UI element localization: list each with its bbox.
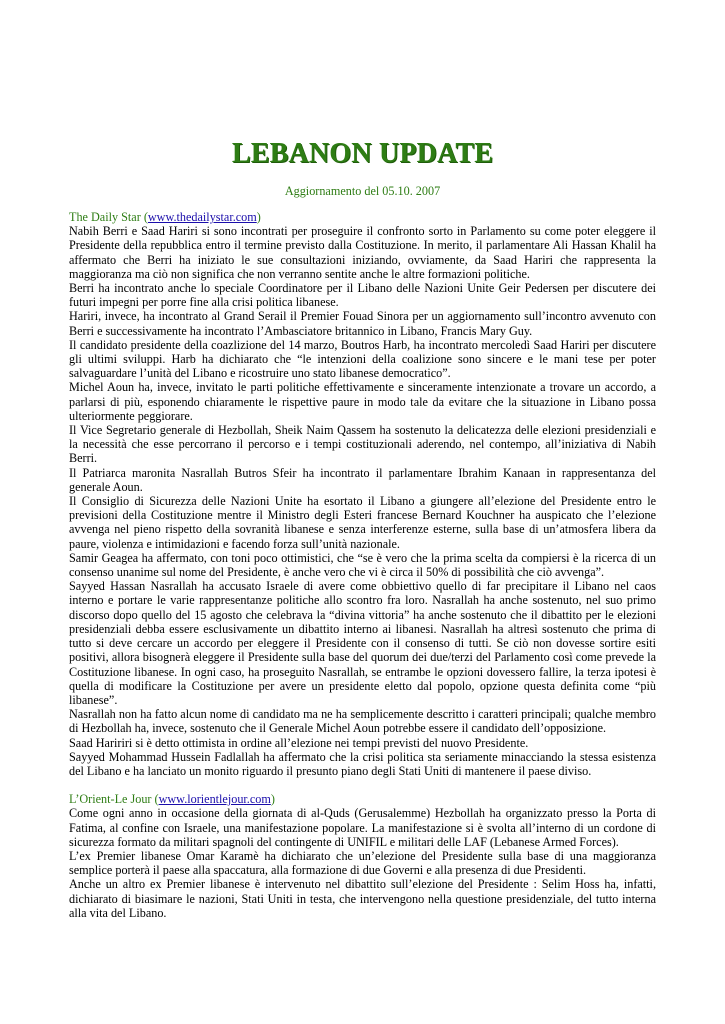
paragraph: Il Vice Segretario generale di Hezbollah, Sheik Naim Qassem ha sostenuto la delicatezza delle elezioni presidenziali e la necessità che esse percorrano il percorso e i tempi costituzionali aderendo, nel contempo, all’iniziativa di Nabih Berri. bbox=[69, 423, 656, 466]
paragraph: Sayyed Hassan Nasrallah ha accusato Israele di avere come obbiettivo quello di far precipitare il Libano nel caos interno e portare le varie rappresentanze politiche allo scontro fra loro. Nasrallah ha anche sostenuto, nel suo primo discorso dopo quello del 15 agosto che celebrava la “divina vittoria” ha anche sostenuto che il dibattito per le elezioni presidenziali debba essere esclusivamente un dibattito interno ai libanesi. Nasrallah ha altresì sostenuto che prima di tutto si deve cercare un accordo per eleggere il Presidente con il consenso di tutti. Se ciò non dovesse sortire esiti positivi, allora bisognerà eleggere il Presidente sulla base del quorum dei due/terzi del Parlamento così come prevede la Costituzione libanese. In ogni caso, ha proseguito Nasrallah, se entrambe le opzioni dovessero fallire, la terza ipotesi è quella di modificare la Costituzione per avere un presidente eletto dal popolo, opzione questa definita come “più libanese”. bbox=[69, 579, 656, 707]
paragraph: Il Consiglio di Sicurezza delle Nazioni Unite ha esortato il Libano a giungere all’elezione del Presidente entro le previsioni della Costituzione mentre il Ministro degli Esteri francese Bernard Kouchner ha auspicato che l’elezione avvenga nel pieno rispetto della sovranità libanese e senza interferenze esterne, sulla base di un’atmosfera libera da paure, violenza e intimidazioni e facendo forza sull’unità nazionale. bbox=[69, 494, 656, 551]
paragraph: Come ogni anno in occasione della giornata di al-Quds (Gerusalemme) Hezbollah ha organizzato presso la Porta di Fatima, al confine con Israele, una manifestazione popolare. La manifestazione si è svolta all’interno di un cordone di sicurezza formato da militari spagnoli del contingente di UNIFIL e militari delle LAF (Lebanese Armed Forces). bbox=[69, 806, 656, 849]
paragraph: Saad Haririri si è detto ottimista in ordine all’elezione nei tempi previsti del nuovo Presidente. bbox=[69, 735, 529, 750]
section-orient-le-jour bbox=[69, 792, 656, 920]
section-source: L’Orient-Le Jour (www.lorientlejour.com) bbox=[69, 792, 275, 807]
section-daily-star bbox=[69, 210, 656, 778]
section-spacer bbox=[69, 778, 656, 792]
paragraph: Il Patriarca maronita Nasrallah Butros Sfeir ha incontrato il parlamentare Ibrahim Kanaan in rappresentanza del generale Aoun. bbox=[69, 465, 656, 494]
paragraph: Sayyed Mohammad Hussein Fadlallah ha affermato che la crisi politica sta seriamente minacciando la stessa esistenza del Libano e ha lanciato un monito riguardo il presunto piano degli Stati Uniti di mantenere il paese diviso. bbox=[69, 749, 656, 778]
source-name: L’Orient-Le Jour bbox=[69, 792, 152, 807]
section-source: The Daily Star (www.thedailystar.com) bbox=[69, 210, 261, 224]
paragraph: Samir Geagea ha affermato, con toni poco ottimistici, che “se è vero che la prima scelta da compiersi è la ricerca di un consenso unanime sul nome del Presidente, è anche vero che vi è circa il 50% di possibilità che ciò avvenga”. bbox=[69, 550, 656, 580]
source-link[interactable]: www.thedailystar.com bbox=[147, 210, 257, 224]
document-title: LEBANON UPDATE bbox=[231, 138, 494, 169]
source-name: The Daily Star bbox=[69, 210, 141, 224]
document-body bbox=[69, 210, 656, 920]
source-link[interactable]: www.lorientlejour.com bbox=[158, 792, 271, 807]
paragraph: Nasrallah non ha fatto alcun nome di candidato ma ne ha semplicemente descritto i caratteri principali; qualche membro di Hezbollah ha, invece, sostenuto che il Generale Michel Aoun potrebbe essere il candidato dell’opposizione. bbox=[69, 707, 656, 736]
paragraph: Il candidato presidente della coazlizione del 14 marzo, Boutros Harb, ha incontrato mercoledì Saad Hariri per discutere gli ultimi sviluppi. Harb ha dichiarato che “le intenzioni della coalizione sono sincere e le mani tese per poter salvaguardare l’unità del Libano e ricostruire uno stato libanese democratico”. bbox=[69, 337, 656, 381]
paragraph: Nabih Berri e Saad Hariri si sono incontrati per proseguire il confronto sorto in Parlamento su come poter eleggere il Presidente della repubblica entro il termine previsto dalla Costituzione. In merito, il parlamentare Ali Hassan Khalil ha affermato che Berri ha iniziato le sue consultazioni iniziando, ovviamente, da Saad Hariri che rappresenta la maggioranza ma ciò non significa che non verranno sentite anche le altre formazioni politiche. bbox=[69, 224, 656, 281]
paragraph: Hariri, invece, ha incontrato al Grand Serail il Premier Fouad Sinora per un aggiornamento sull’incontro avvenuto con Berri e successivamente ha incontrato l’Ambasciatore britannico in Libano, Francis Mary Guy. bbox=[69, 309, 656, 338]
paragraph: Berri ha incontrato anche lo speciale Coordinatore per il Libano delle Nazioni Unite Geir Pedersen per discutere dei futuri impegni per porre fine alla crisi politica libanese. bbox=[69, 281, 656, 310]
paragraph: Anche un altro ex Premier libanese è intervenuto nel dibattito sull’elezione del Presidente : Selim Hoss ha, infatti, dichiarato di biasimare le nazioni, Stati Uniti in testa, che intervengono nella questione presidenziale, del tutto interna alla vita del Libano. bbox=[69, 877, 656, 920]
paragraph: Michel Aoun ha, invece, invitato le parti politiche effettivamente e sinceramente intenzionate a trovare un accordo, a parlarsi di più, esponendo chiaramente le rispettive paure in modo tale da evitare che la situazione in Libano possa ulteriormente peggiorare. bbox=[69, 380, 656, 423]
document-date: Aggiornamento del 05.10. 2007 bbox=[284, 184, 441, 198]
paragraph: L’ex Premier libanese Omar Karamè ha dichiarato che un’elezione del Presidente sulla base di una maggioranza semplice porterà il paese alla spaccatura, alla formazione di due Governi e alla presenza di due Presidenti. bbox=[69, 848, 656, 878]
